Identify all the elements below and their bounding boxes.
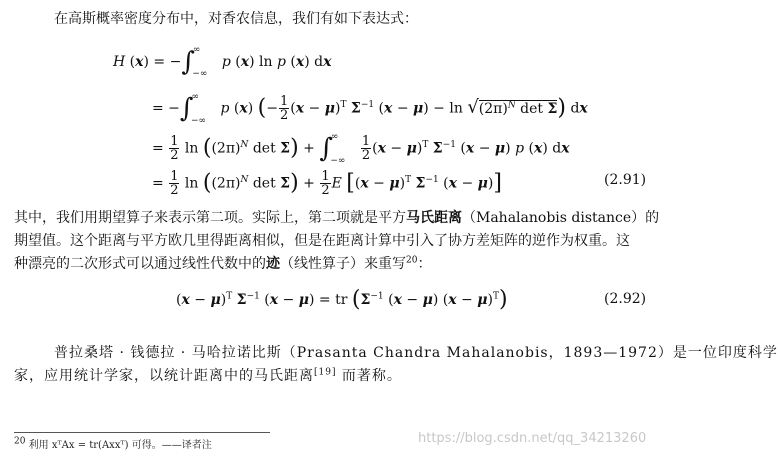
term-mahalanobis: 马氏距离 — [406, 210, 462, 226]
eq292-number: (2.92) — [604, 291, 647, 307]
eq291-line4: = $\frac{1}{2}$ $\ln ((2\pi)^N$ det Σ) + $\frac{1}{2}$ E [$(x - \mu)^T$ $\Sigma^{-1}$ (x − μ)] — [152, 169, 502, 198]
eq291-line1: H $(x) = -\int^\infty_{-\infty}$ p (x) ln p (x) dx — [113, 45, 332, 79]
para2-line2-a: 家，应用统计学家，以统计距离中的马氏距离 — [14, 368, 314, 384]
watermark: https://blog.csdn.net/qq_34213260 — [418, 431, 647, 446]
eq291-line2: = $-\int^\infty_{-\infty}$ p (x) (− $\frac{1}{2}$ $(x - \mu)^T$ $\Sigma^{-1}$ $(x - \mu) - \ln √(2\pi)^N$ det Σ) dx — [152, 91, 588, 126]
footnote — [14, 436, 212, 451]
para1-line3-a: 种漂亮的二次形式可以通过线性代数中的 — [14, 256, 266, 272]
footnote-ref: 20 — [406, 255, 418, 266]
para1-line2: 期望值。这个距离与平方欧几里得距离相似，但是在距离计算中引入了协方差矩阵的逆作为权重。这 — [14, 233, 630, 249]
eq291-number: (2.91) — [604, 172, 647, 188]
para1-line3-b: （线性算子）来重写 — [280, 256, 406, 272]
para1-line1-b: （Mahalanobis distance）的 — [462, 210, 660, 226]
para1-line3 — [14, 254, 431, 274]
term-trace: 迹 — [266, 256, 280, 272]
para2-line2 — [14, 366, 402, 386]
para1-line3-c: ： — [417, 256, 432, 272]
eq292-body: $(x - \mu)^T$ $\Sigma^{-1}$ (x − μ) = tr ($\Sigma^{-1}$ (x − μ) $(x - \mu)^T$) — [176, 287, 508, 312]
para2-line1: 普拉桑塔 · 钱德拉 · 马哈拉诺比斯（Prasanta Chandra Mahalanobis，1893—1972）是一位印度科学 — [54, 345, 778, 361]
footnote-rule — [14, 432, 270, 433]
eq291-line3: = $\frac{1}{2}$ $\ln ((2\pi)^N$ $\det \Sigma) + \int^\infty_{-\infty}$ $\frac{1}{2}$ $(x - \mu)^T$ $\Sigma^{-1}$ (x − μ) p (x) dx — [152, 131, 570, 166]
footnote-mark: 20 — [14, 436, 26, 447]
footnote-text: 利用 xᵀAx = tr(Axxᵀ) 可得。——译者注 — [28, 440, 212, 451]
intro-text: 在高斯概率密度分布中，对香农信息，我们有如下表达式： — [54, 11, 418, 27]
para1-line1-a: 其中，我们用期望算子来表示第二项。实际上，第二项就是平方 — [14, 210, 406, 226]
citation-ref: [19] — [314, 367, 337, 378]
para1-line1 — [14, 208, 659, 228]
para2-line2-b: 而著称。 — [336, 368, 402, 384]
